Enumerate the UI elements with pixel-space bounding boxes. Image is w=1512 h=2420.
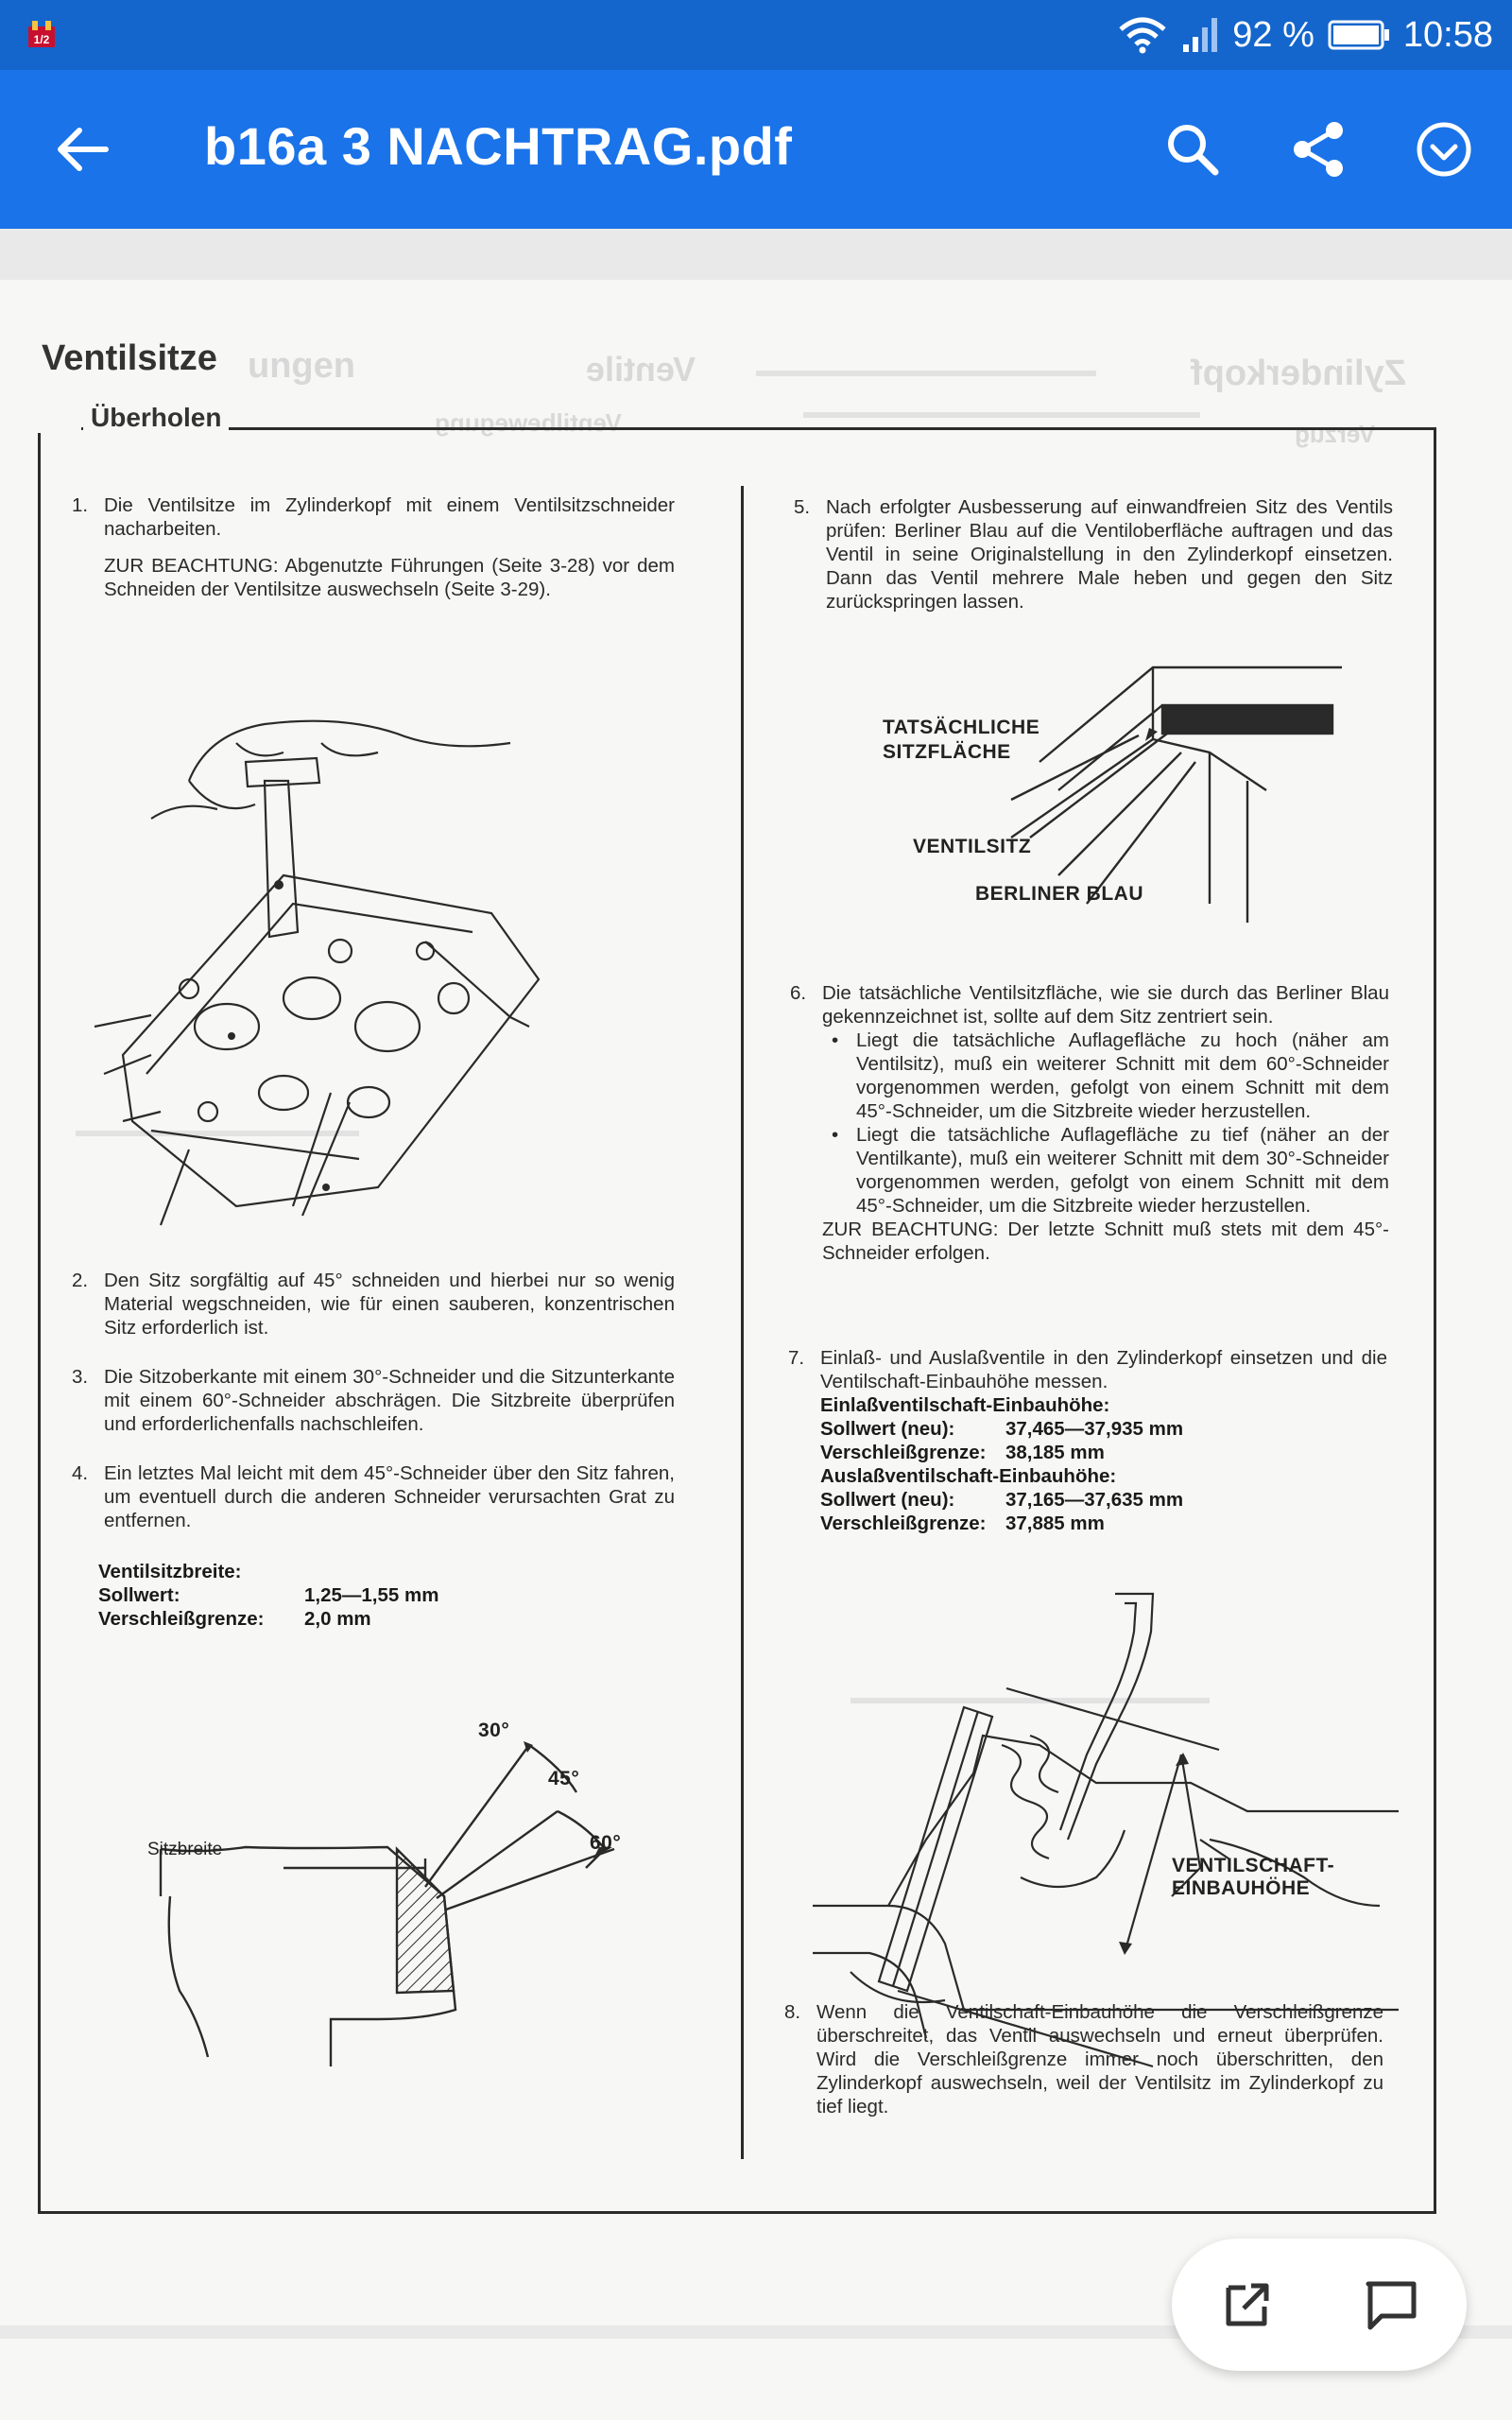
- seat-width-label: Sitzbreite: [147, 1840, 223, 1859]
- step-2: 2. Den Sitz sorgfältig auf 45° schneiden und hierbei nur so wenig Material wegschneiden, wie für einen sauberen, konzentrischen Sitz erforderlich ist.: [72, 1270, 675, 1339]
- signal-icon: [1181, 16, 1219, 54]
- seat-angle-figure: [142, 1707, 671, 2066]
- notification-app-icon: [25, 17, 59, 51]
- contact-label-line1: TATSÄCHLICHE: [883, 717, 1040, 738]
- wifi-icon: [1117, 16, 1168, 54]
- step-3: 3. Die Sitzoberkante mit einem 30°-Schneider und die Sitzunterkante mit einem 60°-Schneider abschrägen. Die Sitzbreite überprüfen und erforderlichenfalls nachschleifen.: [72, 1366, 675, 1435]
- status-bar: [0, 0, 1512, 70]
- stem-height-figure: [813, 1594, 1399, 2038]
- bleed-mark: [756, 371, 1096, 376]
- document-title: b16a 3 NACHTRAG.pdf: [204, 116, 793, 176]
- search-icon[interactable]: [1157, 113, 1228, 185]
- battery-icon: [1328, 19, 1390, 51]
- bleed-text: Ventile: [586, 350, 696, 389]
- bleed-text: Ventilbewegung: [435, 408, 622, 437]
- section-title: Ventilsitze: [42, 338, 217, 378]
- angle-45-label: 45°: [548, 1768, 580, 1789]
- open-external-icon[interactable]: [1210, 2267, 1285, 2342]
- step-5: 5. Nach erfolgter Ausbesserung auf einwandfreien Sitz des Ventils prüfen: Berliner Blau auf die Ventiloberfläche auftragen und das Ventil in seine Originalstellung in den Zylinderkopf einsetzen. Dann das Ventil mehrere Male heben und gegen den Sitz zurückspringen lassen.: [794, 496, 1393, 613]
- seat-width-spec: Ventilsitzbreite: Sollwert: 1,25—1,55 mm Verschleißgrenze: 2,0 mm: [98, 1561, 439, 1630]
- bleed-text: ungen: [248, 346, 355, 386]
- step-1: 1. Die Ventilsitze im Zylinderkopf mit einem Ventilsitzschneider nacharbeiten. ZUR BEACHTUNG: Abgenutzte Führungen (Seite 3-28) vor dem Schneiden der Ventilsitze auswechseln (Seite 3-29).: [72, 494, 675, 600]
- valve-seat-label: VENTILSITZ: [913, 836, 1032, 857]
- check-circle-icon[interactable]: [1408, 113, 1480, 185]
- pdf-page[interactable]: [0, 280, 1512, 2325]
- clock: 10:58: [1402, 14, 1493, 55]
- step-8: 8. Wenn die Ventilschaft-Einbauhöhe die Verschleißgrenze überschreitet, das Ventil auswechseln und erneut überprüfen. Wird die Verschleißgrenze immer noch überschritten, den Zylinderkopf auswechseln, weil der Ventilsitz im Zylinderkopf zu tief liegt.: [784, 2001, 1383, 2118]
- share-icon[interactable]: [1283, 113, 1355, 185]
- cutter-on-cylinder-head-figure: [94, 715, 605, 1244]
- bleed-mark: [803, 412, 1200, 418]
- stem-height-spec: Einlaßventilschaft-Einbauhöhe: Sollwert (neu): 37,465—37,935 mm Verschleißgrenze: 38,185 mm Auslaßventilschaft-Einbauhöhe: Sollwert (neu): 37,165—37,635 mm Verschleißgrenze: 37,885 mm: [820, 1394, 1184, 1534]
- svg-text:1/2: 1/2: [33, 33, 50, 46]
- floating-actions: [1172, 2238, 1467, 2371]
- step-4: 4. Ein letztes Mal leicht mit dem 45°-Schneider über den Sitz fahren, um eventuell durch die anderen Schneider verursachten Grat zu entfernen.: [72, 1462, 675, 1531]
- prussian-blue-figure: [869, 648, 1361, 960]
- column-divider: [741, 486, 744, 2159]
- app-bar: [0, 70, 1512, 229]
- arrow-left-icon[interactable]: [47, 113, 119, 185]
- step-7: 7. Einlaß- und Auslaßventile in den Zylinderkopf einsetzen und die Ventilschaft-Einbauhöhe messen.: [788, 1347, 1387, 1392]
- prussian-blue-label: BERLINER BLAU: [975, 883, 1143, 905]
- angle-60-label: 60°: [590, 1832, 622, 1854]
- bleed-text: Zylinderkopf: [1191, 354, 1407, 393]
- step-6: 6. Die tatsächliche Ventilsitzfläche, wie sie durch das Berliner Blau gekennzeichnet ist, sollte auf dem Sitz zentriert sein. • Liegt die tatsächliche Auflagefläche zu hoch (näher am Ventilsitz), muß ein weiterer Schnitt mit dem 60°-Schneider vorgenommen werden, gefolgt von einem Schnitt mit dem 45°-Schneider, um die Sitzbreite wieder herzustellen. • Liegt die tatsächliche Auflagefläche zu tief (näher an der Ventilkante), muß ein weiterer Schnitt mit dem 30°-Schneider vorgenommen werden, gefolgt von einem Schnitt mit dem 45°-Schneider, um die Sitzbreite wieder herzustellen. ZUR BEACHTUNG: Der letzte Schnitt muß stets mit dem 45°-Schneider erfolgen.: [790, 982, 1389, 1264]
- subsection-title: Überholen: [83, 403, 229, 433]
- bleed-text: Verzug: [1295, 420, 1376, 448]
- comment-icon[interactable]: [1353, 2267, 1429, 2342]
- stem-height-label-line1: VENTILSCHAFT-: [1172, 1855, 1335, 1876]
- angle-30-label: 30°: [478, 1720, 510, 1741]
- stem-height-label-line2: EINBAUHÖHE: [1172, 1877, 1311, 1899]
- battery-percent: 92 %: [1232, 14, 1314, 55]
- contact-label-line2: SITZFLÄCHE: [883, 741, 1011, 763]
